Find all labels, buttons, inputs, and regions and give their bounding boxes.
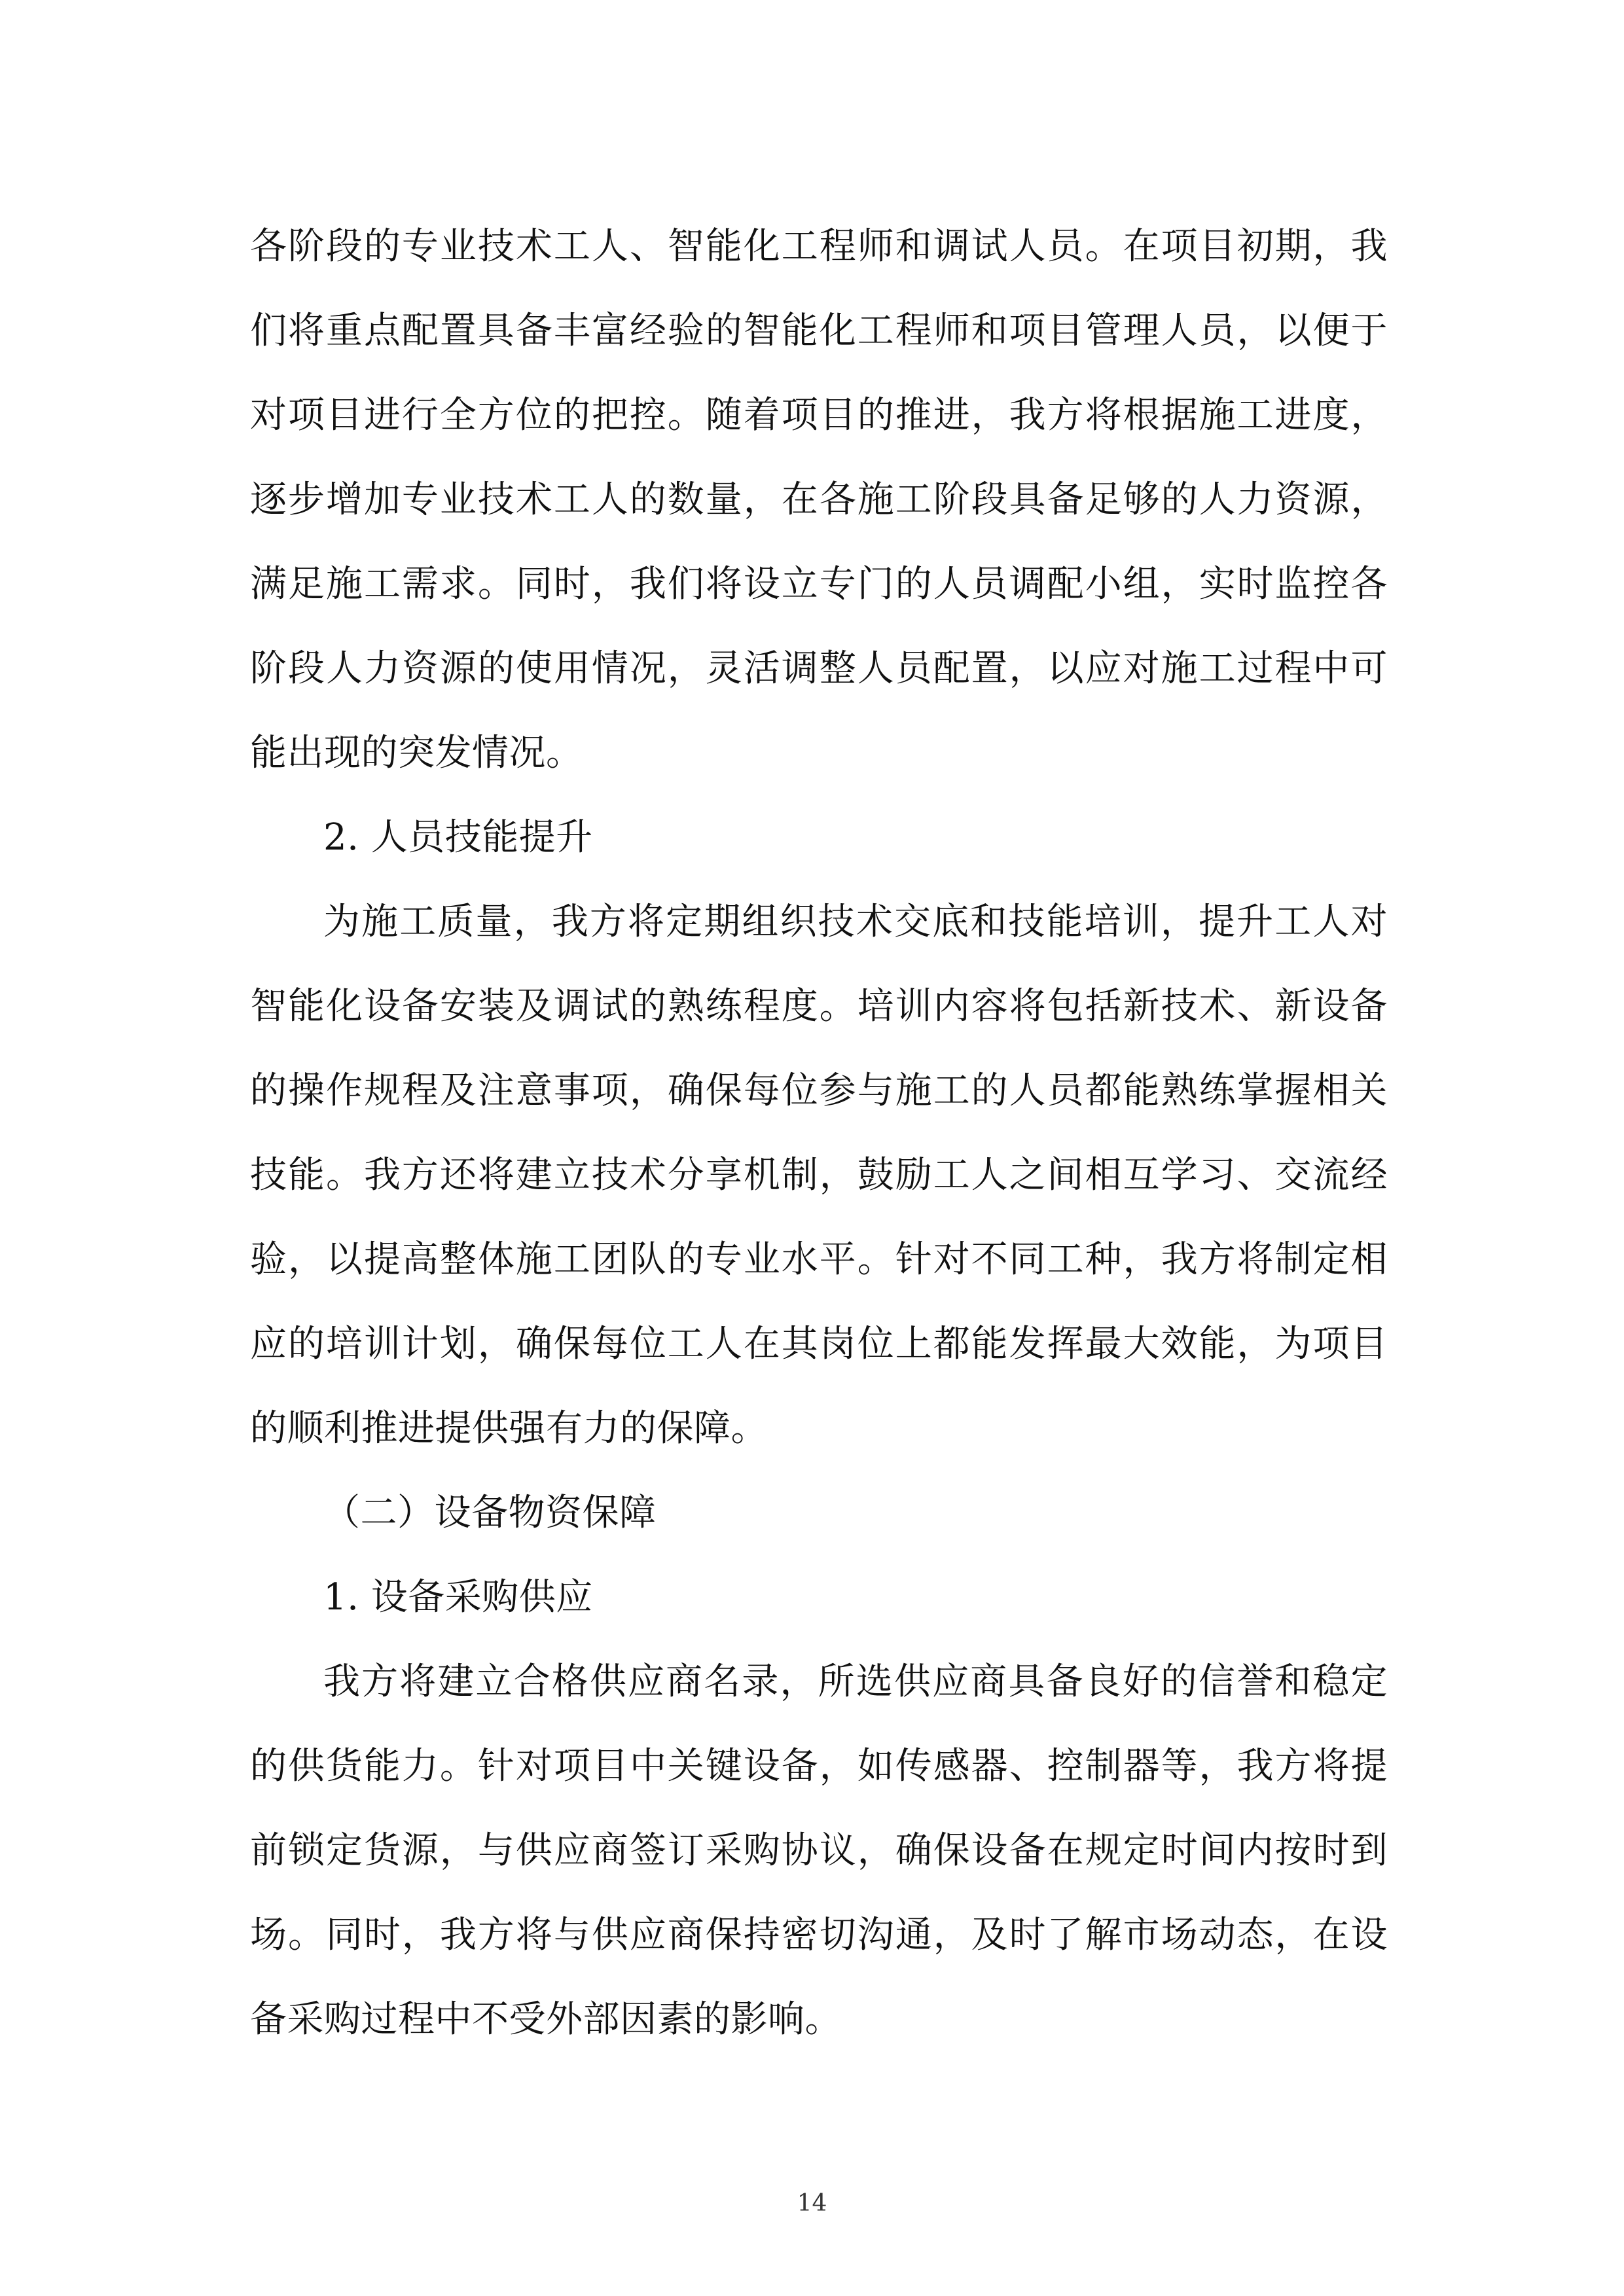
heading-equipment-materials: （二）设备物资保障 <box>323 1492 657 1534</box>
paragraph-staffing-continued: 各阶段的专业技术工人、智能化工程师和调试人员。在项目初期，我们将重点配置具备丰富经验的智能化工程师和项目管理人员，以便于对项目进行全方位的把控。随着项目的推进，我方将根据施工进度，逐步增加专业技术工人的数量，在各施工阶段具备足够的人力资源，满足施工需求。同时，我们将设立专门的人员调配小组，实时监控各阶段人力资源的使用情况，灵活调整人员配置，以应对施工过程中可能出现的突发情况。 <box>250 225 1388 774</box>
document-body <box>250 204 1388 2062</box>
paragraph-equipment-procurement: 我方将建立合格供应商名录，所选供应商具备良好的信誉和稳定的供货能力。针对项目中关键设备，如传感器、控制器等，我方将提前锁定货源，与供应商签订采购协议，确保设备在规定时间内按时到场。同时，我方将与供应商保持密切沟通，及时了解市场动态，在设备采购过程中不受外部因素的影响。 <box>250 1660 1388 2041</box>
heading-skill-improvement: 2. 人员技能提升 <box>323 816 593 859</box>
heading-equipment-procurement: 1. 设备采购供应 <box>323 1576 593 1619</box>
paragraph-skill-training: 为施工质量，我方将定期组织技术交底和技能培训，提升工人对智能化设备安装及调试的熟练程度。培训内容将包括新技术、新设备的操作规程及注意事项，确保每位参与施工的人员都能熟练掌握相关技能。我方还将建立技术分享机制，鼓励工人之间相互学习、交流经验，以提高整体施工团队的专业水平。针对不同工种，我方将制定相应的培训计划，确保每位工人在其岗位上都能发挥最大效能，为项目的顺利推进提供强有力的保障。 <box>250 901 1388 1450</box>
page-number: 14 <box>797 2190 827 2217</box>
